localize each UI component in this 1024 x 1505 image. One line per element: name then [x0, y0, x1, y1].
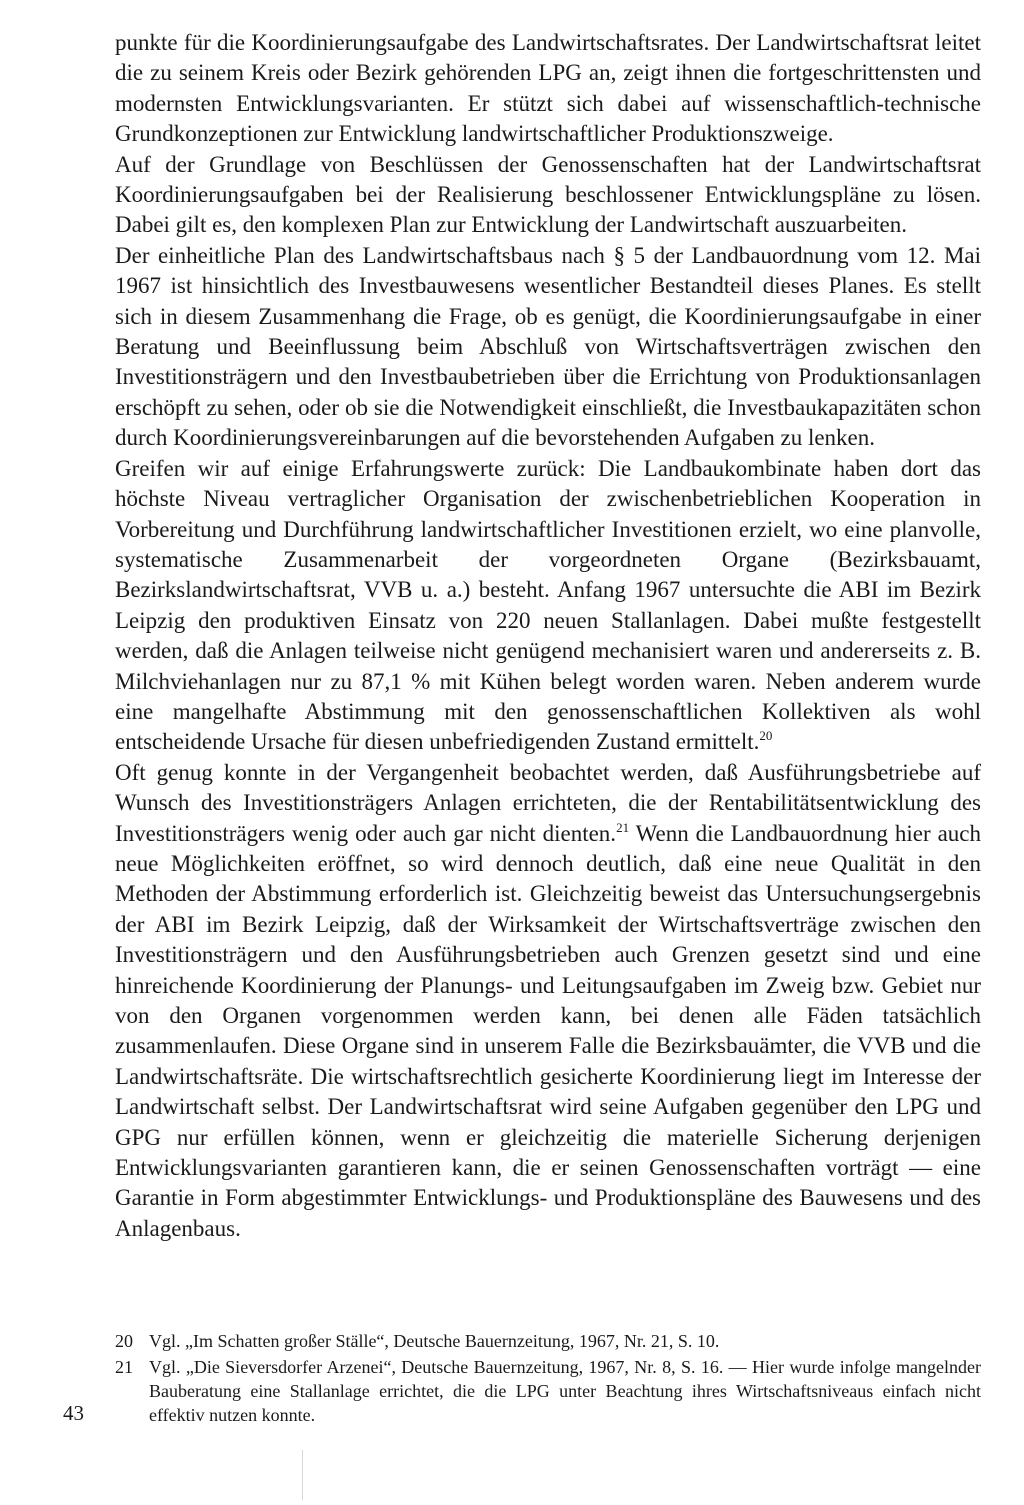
footnote-number: 20 — [115, 1331, 133, 1351]
paragraph-3 — [115, 241, 981, 454]
paragraph-2 — [115, 150, 981, 241]
footnote-21 — [115, 1355, 981, 1427]
paragraph-1-text: punkte für die Koordinierungsaufgabe des Landwirtschaftsrates. Der Landwirtschaftsrat leitet die zu seinem Kreis oder Bezirk gehörenden LPG an, zeigt ihnen die fortgeschrittensten und modernsten Entwicklungsvarianten. Er stützt sich dabei auf wissenschaftlich-technische Grundkonzeptionen zur Entwicklung landwirtschaftlicher Produktionszweige. — [115, 30, 981, 147]
footnote-number: 21 — [115, 1357, 133, 1377]
paragraph-5 — [115, 758, 981, 1245]
paragraph-5-text-after: Wenn die Landbauordnung hier auch neue Möglichkeiten eröffnet, so wird dennoch deutlich, daß eine neue Qualität in den Methoden der Abstimmung erforderlich ist. Gleichzeitig beweist das Untersuchungsergebnis der ABI im Bezirk Leipzig, daß der Wirksamkeit der Wirtschaftsverträge zwischen den Investitionsträgern und den Ausführungsbetrieben auch Grenzen gesetzt sind und eine hinreichende Koordinierung der Planungs- und Leitungsaufgaben im Zweig bzw. Gebiet nur von den Organen vorgenommen werden kann, bei denen alle Fäden tatsächlich zusammenlaufen. Diese Organe sind in unserem Falle die Bezirksbauämter, die VVB und die Landwirtschaftsräte. Die wirtschaftsrechtlich gesicherte Koordinierung liegt im Interesse der Landwirtschaft selbst. Der Landwirtschaftsrat wird seine Aufgaben gegenüber den LPG und GPG nur erfüllen können, wenn er gleichzeitig die materielle Sicherung derjenigen Entwicklungsvarianten garantieren kann, die er seinen Genossenschaften vorträgt — eine Garantie in Form abgestimmter Entwicklungs- und Produktionspläne des Bauwesens und des Anlagenbaus. — [115, 820, 982, 1241]
paragraph-4 — [115, 454, 981, 758]
footnote-20 — [115, 1329, 981, 1353]
footnotes — [115, 1329, 981, 1429]
paragraph-3-text: Der einheitliche Plan des Landwirtschaftsbaus nach § 5 der Landbauordnung vom 12. Mai 1967 ist hinsichtlich des Investbauwesens wesentlicher Bestandteil dieses Planes. Es stellt sich in diesem Zusammenhang die Frage, ob es genügt, die Koordinierungsaufgabe in einer Beratung und Beeinflussung beim Abschluß von Wirtschaftsverträgen zwischen den Investitionsträgern und den Investbaubetrieben über die Errichtung von Produktionsanlagen erschöpft zu sehen, oder ob sie die Notwendigkeit einschließt, die Investbaukapazitäten schon durch Koordinierungsvereinbarungen auf die bevorstehenden Aufgaben zu lenken. — [115, 242, 981, 451]
scan-artifact-line — [302, 1450, 303, 1500]
page-number: 43 — [63, 1401, 84, 1425]
paragraph-2-text: Auf der Grundlage von Beschlüssen der Genossenschaften hat der Landwirtschaftsrat Koordinierungsaufgaben bei der Realisierung beschlossener Entwicklungspläne zu lösen. Dabei gilt es, den komplexen Plan zur Entwicklung der Landwirtschaft auszuarbeiten. — [115, 151, 981, 238]
footnote-text: Vgl. „Die Sieversdorfer Arzenei“, Deutsche Bauernzeitung, 1967, Nr. 8, S. 16. — Hier wurde infolge mangelnder Bauberatung eine Stallanlage errichtet, die die LPG unter Beachtung ihres Wirtschaftsniveaus einfach nicht effektiv nutzen konnte. — [149, 1357, 981, 1425]
body-text — [115, 28, 981, 1244]
paragraph-1 — [115, 28, 981, 150]
paragraph-5-text-before: Oft genug konnte in der Vergangenheit beobachtet werden, daß Ausführungsbetriebe auf Wunsch des Investitionsträgers Anlagen errichteten, die der Rentabilitätsentwicklung des Investitionsträgers wenig oder auch gar nicht dienten. — [115, 759, 981, 846]
footnote-text: Vgl. „Im Schatten großer Ställe“, Deutsche Bauernzeitung, 1967, Nr. 21, S. 10. — [149, 1331, 720, 1351]
footnote-reference-20: 20 — [759, 728, 773, 744]
footnote-reference-21: 21 — [616, 819, 630, 835]
paragraph-4-text: Greifen wir auf einige Erfahrungswerte zurück: Die Landbaukombinate haben dort das höchste Niveau vertraglicher Organisation der zwischenbetrieblichen Kooperation in Vorbereitung und Durchführung landwirtschaftlicher Investitionen erzielt, wo eine planvolle, systematische Zusammenarbeit der vorgeordneten Organe (Bezirksbauamt, Bezirkslandwirtschaftsrat, VVB u. a.) besteht. Anfang 1967 untersuchte die ABI im Bezirk Leipzig den produktiven Einsatz von 220 neuen Stallanlagen. Dabei mußte festgestellt werden, daß die Anlagen teilweise nicht genügend mechanisiert waren und andererseits z. B. Milchviehanlagen nur zu 87,1 % mit Kühen belegt worden waren. Neben anderem wurde eine mangelhafte Abstimmung mit den genossenschaftlichen Kollektiven als wohl entscheidende Ursache für diesen unbefriedigenden Zustand ermittelt. — [115, 455, 981, 755]
